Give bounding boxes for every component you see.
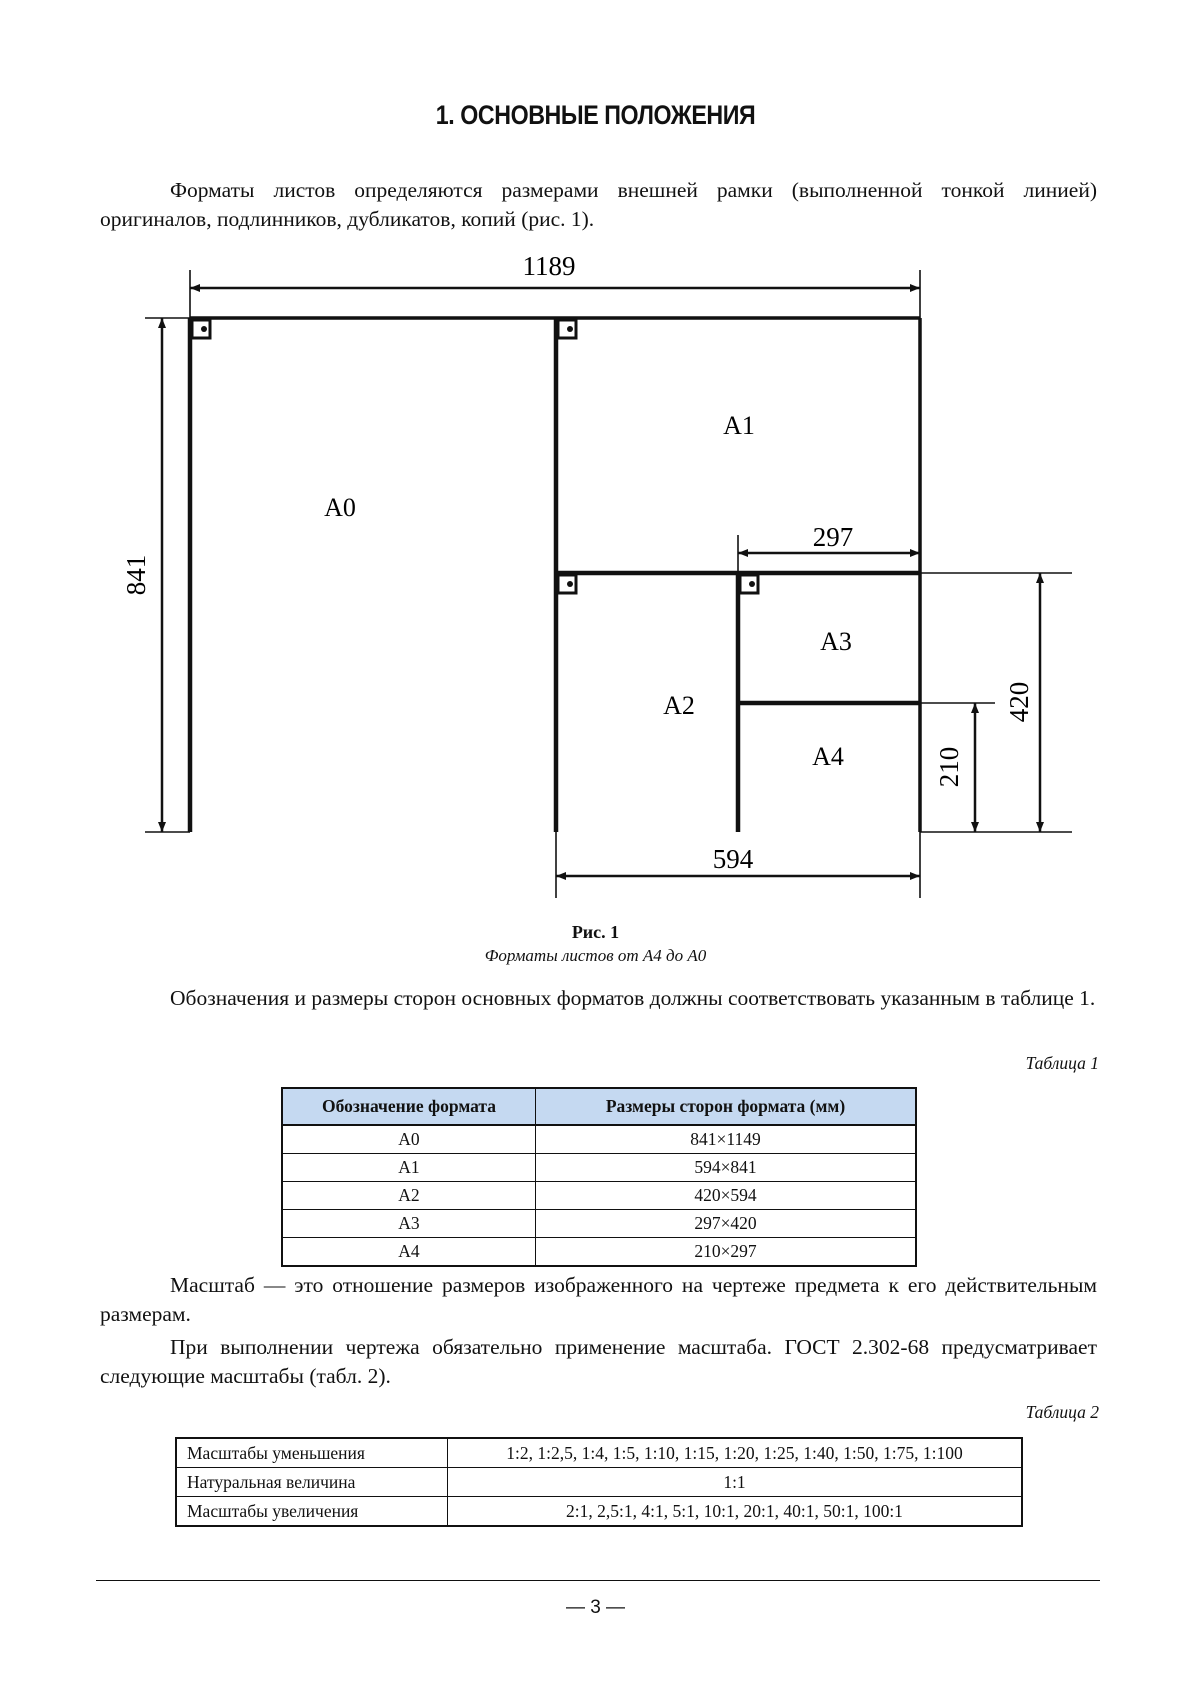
table-cell: 210×297 [536,1238,917,1267]
table-row [282,1238,916,1267]
table1-intro-text: Обозначения и размеры сторон основных форматов должны соответствовать указанным в таблице 1. [170,986,1096,1010]
label-a3: А3 [820,627,852,656]
table-cell: 841×1149 [536,1125,917,1154]
table-row [176,1497,1022,1527]
table1-label: Таблица 1 [1025,1053,1099,1073]
table-header-cell: Размеры сторон формата (мм) [536,1088,917,1125]
footer-divider [96,1580,1100,1581]
scales-table [175,1437,1023,1527]
table-cell: А0 [282,1125,536,1154]
table-cell: 297×420 [536,1210,917,1238]
table1-intro-paragraph [100,984,1097,1013]
scale-standard-text: При выполнении чертежа обязательно применение масштаба. ГОСТ 2.302-68 предусматривает следующие масштабы (табл. 2). [100,1335,1097,1388]
table-cell: 1:2, 1:2,5, 1:4, 1:5, 1:10, 1:15, 1:20, 1:25, 1:40, 1:50, 1:75, 1:100 [448,1438,1023,1468]
dim-297: 297 [812,522,854,552]
table-cell: 594×841 [536,1154,917,1182]
dim-420: 420 [1004,681,1034,723]
label-a0: А0 [324,493,356,522]
table-row [282,1125,916,1154]
table-row [282,1210,916,1238]
table-cell: 2:1, 2,5:1, 4:1, 5:1, 10:1, 20:1, 40:1, 50:1, 100:1 [448,1497,1023,1527]
table-cell: 1:1 [448,1468,1023,1497]
table-header-cell: Обозначение формата [282,1088,536,1125]
dim-1189: 1189 [522,251,576,281]
label-a2: А2 [663,691,695,720]
dim-594: 594 [712,844,754,874]
table-cell: Масштабы увеличения [176,1497,448,1527]
table-cell: 420×594 [536,1182,917,1210]
table-header-row [282,1088,916,1125]
table-row [282,1154,916,1182]
table-row [176,1438,1022,1468]
table-row [176,1468,1022,1497]
dim-841: 841 [121,554,151,596]
table-cell: А4 [282,1238,536,1267]
corner-markers [192,320,758,593]
label-a1: А1 [723,411,755,440]
figure-caption-text: Форматы листов от А4 до А0 [484,946,707,965]
scale-definition-text: Масштаб — это отношение размеров изображенного на чертеже предмета к его действительным размерам. [100,1273,1097,1326]
figure-caption-number: Рис. 1 [571,922,620,942]
table-cell: Натуральная величина [176,1468,448,1497]
formats-table [281,1087,917,1267]
extension-lines [145,270,1072,898]
dim-210: 210 [934,746,964,788]
scale-standard-paragraph [100,1333,1097,1391]
dimension-lines [162,288,1040,876]
page-title: 1. ОСНОВНЫЕ ПОЛОЖЕНИЯ [435,100,756,130]
page-number: — 3 — [565,1597,626,1618]
table-cell: Масштабы уменьшения [176,1438,448,1468]
table-cell: А3 [282,1210,536,1238]
table-cell: А2 [282,1182,536,1210]
table-cell: А1 [282,1154,536,1182]
intro-text: Форматы листов определяются размерами внешней рамки (выполненной тонкой линией) оригиналов, подлинников, дубликатов, копий (рис. 1). [100,178,1097,231]
table2-label: Таблица 2 [1025,1402,1099,1422]
label-a4: А4 [812,742,844,771]
scale-definition-paragraph [100,1271,1097,1329]
table-row [282,1182,916,1210]
sheet-frames [190,318,920,832]
